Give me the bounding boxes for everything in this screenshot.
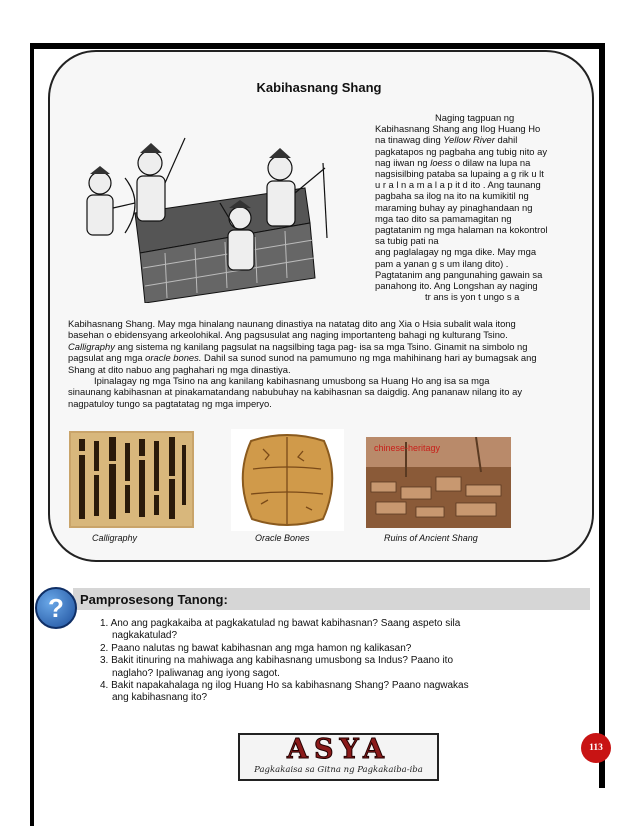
text-line: mga tao dito sa pamamagitan ng [375, 212, 512, 224]
question-item: 3. Bakit itinuring na mahiwaga ang kabihasnang umusbong sa Indus? Paano ito naglaho? Ipaliwanag ang iyong sagot. [100, 655, 454, 679]
text-line: u r a l n a m a l a p it d ito . Ang taunang [375, 179, 541, 191]
text-line: Calligraphy ang sistema ng kanilang pagsulat na nagsilbing taga pag- isa sa mga Tsino. Ginamit na simbolo ng [68, 340, 528, 352]
text-line: Shang at dito nabuo ang paghahari ng mga dinastiya. [68, 363, 291, 375]
shang-wall-illustration [65, 118, 365, 303]
text-line: maraming buhay ay pinaghandaan ng [375, 201, 533, 213]
text-line: Naging tagpuan ng [435, 112, 515, 123]
caption-calligraphy: Calligraphy [92, 533, 138, 543]
question-item: 2. Paano nalutas ng bawat kabihasnan ang mga hamon ng kalikasan? [100, 642, 412, 654]
page-number-badge: 113 [581, 733, 611, 763]
text-line: Kabihasnang Shang ang Ilog Huang Ho [375, 123, 541, 135]
asya-logo [238, 733, 439, 781]
text-line: basehan o ebidensyang arkeolohikal. Ang pagsusulat ang naging importanteng bahagi ng kulturang Tsino. [68, 329, 508, 341]
body-text [68, 318, 584, 409]
logo-word: ASYA [287, 734, 390, 765]
section-title: Kabihasnang Shang [256, 80, 382, 95]
right-text-column [375, 112, 580, 302]
text-line: panahong ito. Ang Longshan ay naging [375, 280, 538, 292]
text-line: pagbaha sa ilog na ito na kumikitil ng [375, 190, 529, 202]
frame-right-border [599, 43, 605, 788]
text-line: pagkatapos ng pagbaha ang tubig nito ay [375, 145, 548, 157]
text-line: pagtatanim ng mga halaman na kokontrol [375, 224, 548, 236]
calligraphy-photo [69, 431, 194, 528]
logo-tagline: Pagkakaisa sa Gitna ng Pagkakaiba-iba [254, 765, 423, 775]
text-line: Pagtatanim ang pangunahing gawain sa [375, 268, 543, 280]
text-line: sinaunang kabihasnan at pinakamatandang nabubuhay na kabihasnan sa daigdig. Ang pananaw nilang ito ay [68, 386, 523, 398]
questions-title: Pamprosesong Tanong: [80, 592, 228, 607]
text-line: sa tubig pati na [375, 235, 439, 247]
ruins-photo [366, 437, 511, 528]
question-item: 4. Bakit napakahalaga ng ilog Huang Ho sa kabihasnang Shang? Paano nagwakas ang kabihasnang ito? [100, 680, 469, 704]
questions-list [100, 618, 570, 705]
text-line: tr ans is yon t ungo s a [425, 291, 520, 303]
caption-oracle-bones: Oracle Bones [255, 533, 310, 543]
ruins-overlay-text: chinese-heritagy [374, 443, 441, 453]
question-mark-icon: ? [35, 587, 77, 629]
caption-ruins: Ruins of Ancient Shang [384, 533, 478, 543]
text-line: nag iiwan ng loess o dilaw na lupa na [375, 156, 531, 168]
text-line: ang paglalagay ng mga dike. May mga [375, 246, 537, 258]
text-line: Ipinalagay ng mga Tsino na ang kanilang kabihasnang umusbong sa Huang Ho ang isa sa mga [94, 375, 490, 387]
text-line: nagsisilbing pataba sa lupaing a g rik u lt [375, 168, 544, 180]
oracle-bones-photo [231, 429, 344, 531]
text-line: pagsulat ang mga oracle bones. Dahil sa sunod sunod na pamumuno ng mga mahihinang hari ay bumagsak ang [68, 352, 537, 364]
text-line: Kabihasnang Shang. May mga hinalang naunang dinastiya na natatag dito ang Xia o Hsia subalit wala itong [68, 318, 516, 329]
text-line: nagpatuloy tungo sa pagtatatag ng mga imperyo. [68, 397, 272, 409]
frame-left-border [30, 43, 34, 826]
frame-top-border [30, 43, 605, 49]
text-line: na tinawag ding Yellow River dahil [375, 134, 518, 146]
text-line: pam a yanan g s um ilang dito) . [375, 257, 509, 269]
question-item: 1. Ano ang pagkakaiba at pagkakatulad ng bawat kabihasnan? Saang aspeto sila nagkakatulad? [100, 618, 461, 642]
